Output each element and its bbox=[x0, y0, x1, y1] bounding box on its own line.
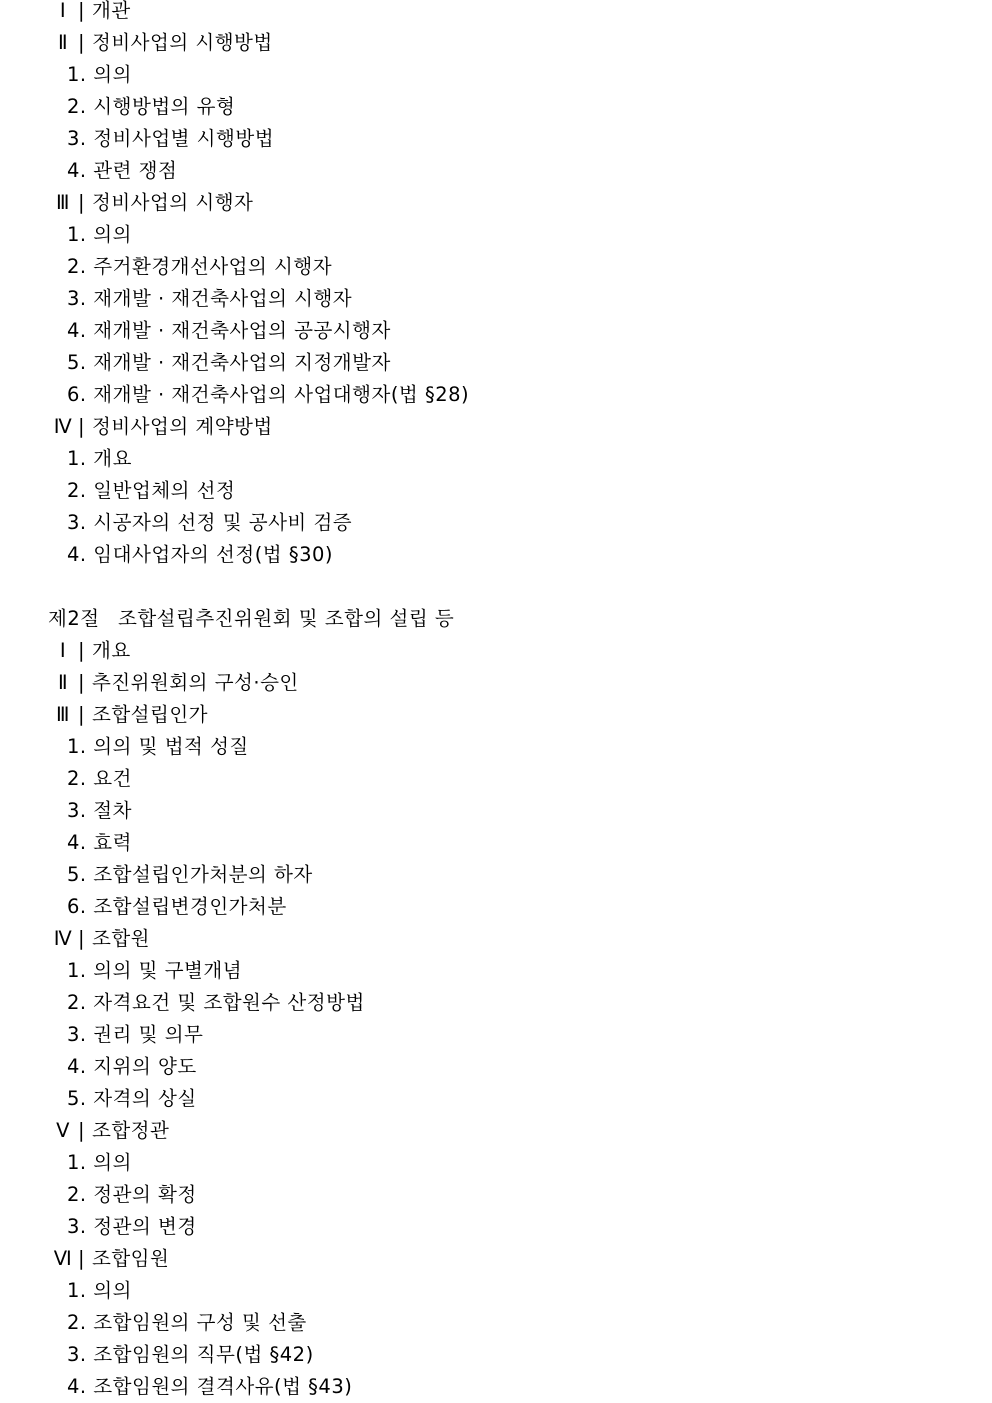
section-title: 조합원 bbox=[92, 927, 151, 950]
toc-item: 4. 관련 쟁점 bbox=[67, 159, 178, 182]
toc-section-heading bbox=[48, 411, 273, 443]
section-separator: | bbox=[78, 927, 86, 950]
toc-item: 2. 주거환경개선사업의 시행자 bbox=[67, 255, 333, 278]
toc-item: 4. 조합임원의 결격사유(법 §43) bbox=[67, 1375, 353, 1398]
toc-item: 6. 조합설립변경인가처분 bbox=[67, 895, 287, 918]
section-separator: | bbox=[78, 415, 86, 438]
toc-item: 3. 정비사업별 시행방법 bbox=[67, 127, 275, 150]
section-title: 정비사업의 시행자 bbox=[92, 191, 254, 214]
toc-item: 1. 개요 bbox=[67, 447, 132, 470]
section-separator: | bbox=[78, 191, 86, 214]
toc-item: 1. 의의 bbox=[67, 1279, 132, 1302]
toc-item: 2. 요건 bbox=[67, 767, 132, 790]
chapter-number: 제2절 bbox=[48, 607, 100, 630]
toc-item: 5. 재개발 · 재건축사업의 지정개발자 bbox=[67, 351, 391, 374]
section-title: 추진위원회의 구성·승인 bbox=[92, 671, 299, 694]
section-roman-numeral: Ⅳ bbox=[53, 927, 73, 950]
section-roman-numeral: Ⅰ bbox=[59, 639, 67, 662]
section-separator: | bbox=[78, 703, 86, 726]
toc-item: 3. 권리 및 의무 bbox=[67, 1023, 204, 1046]
section-separator: | bbox=[78, 671, 86, 694]
toc-item: 2. 조합임원의 구성 및 선출 bbox=[67, 1311, 307, 1334]
toc-item: 4. 지위의 양도 bbox=[67, 1055, 197, 1078]
section-roman-numeral: Ⅱ bbox=[57, 31, 69, 54]
toc-chapter-heading bbox=[48, 603, 454, 635]
toc-item: 2. 정관의 확정 bbox=[67, 1183, 197, 1206]
toc-item: 2. 일반업체의 선정 bbox=[67, 479, 236, 502]
toc-item: 3. 재개발 · 재건축사업의 시행자 bbox=[67, 287, 353, 310]
toc-section-heading bbox=[48, 0, 131, 27]
toc-section-heading bbox=[48, 635, 131, 667]
toc-item: 4. 임대사업자의 선정(법 §30) bbox=[67, 543, 334, 566]
section-title: 개관 bbox=[92, 0, 131, 22]
toc-item: 3. 정관의 변경 bbox=[67, 1215, 197, 1238]
section-roman-numeral: Ⅵ bbox=[53, 1247, 73, 1270]
toc-item: 3. 시공자의 선정 및 공사비 검증 bbox=[67, 511, 353, 534]
section-roman-numeral: Ⅲ bbox=[56, 703, 70, 726]
section-roman-numeral: Ⅲ bbox=[56, 191, 70, 214]
toc-item: 3. 절차 bbox=[67, 799, 132, 822]
section-roman-numeral: Ⅱ bbox=[57, 671, 69, 694]
toc-item: 2. 시행방법의 유형 bbox=[67, 95, 236, 118]
section-separator: | bbox=[78, 639, 86, 662]
toc-item: 1. 의의 bbox=[67, 223, 132, 246]
toc-section-heading bbox=[48, 27, 273, 59]
section-title: 조합정관 bbox=[92, 1119, 170, 1142]
section-roman-numeral: Ⅳ bbox=[53, 415, 73, 438]
toc-section-heading bbox=[48, 667, 299, 699]
section-roman-numeral: Ⅴ bbox=[56, 1119, 70, 1142]
toc-item: 5. 자격의 상실 bbox=[67, 1087, 197, 1110]
toc-item: 4. 재개발 · 재건축사업의 공공시행자 bbox=[67, 319, 391, 342]
toc-item: 3. 조합임원의 직무(법 §42) bbox=[67, 1343, 314, 1366]
section-title: 조합임원 bbox=[92, 1247, 170, 1270]
toc-item: 5. 조합설립인가처분의 하자 bbox=[67, 863, 313, 886]
toc-section-heading bbox=[48, 923, 150, 955]
toc-section-heading bbox=[48, 1243, 169, 1275]
toc-item: 6. 재개발 · 재건축사업의 사업대행자(법 §28) bbox=[67, 383, 470, 406]
section-separator: | bbox=[78, 1119, 86, 1142]
section-title: 조합설립인가 bbox=[92, 703, 209, 726]
toc-item: 1. 의의 및 법적 성질 bbox=[67, 735, 249, 758]
toc-section-heading bbox=[48, 699, 208, 731]
toc-item: 4. 효력 bbox=[67, 831, 132, 854]
section-title: 정비사업의 계약방법 bbox=[92, 415, 273, 438]
section-separator: | bbox=[78, 31, 86, 54]
toc-item: 2. 자격요건 및 조합원수 산정방법 bbox=[67, 991, 365, 1014]
section-title: 정비사업의 시행방법 bbox=[92, 31, 273, 54]
section-title: 개요 bbox=[92, 639, 131, 662]
toc-section-heading bbox=[48, 187, 253, 219]
toc-section-heading bbox=[48, 1115, 169, 1147]
section-roman-numeral: Ⅰ bbox=[59, 0, 67, 22]
section-separator: | bbox=[78, 0, 86, 22]
toc-item: 1. 의의 bbox=[67, 63, 132, 86]
toc-item: 1. 의의 및 구별개념 bbox=[67, 959, 243, 982]
chapter-title: 조합설립추진위원회 및 조합의 설립 등 bbox=[118, 607, 455, 630]
section-separator: | bbox=[78, 1247, 86, 1270]
toc-item: 1. 의의 bbox=[67, 1151, 132, 1174]
